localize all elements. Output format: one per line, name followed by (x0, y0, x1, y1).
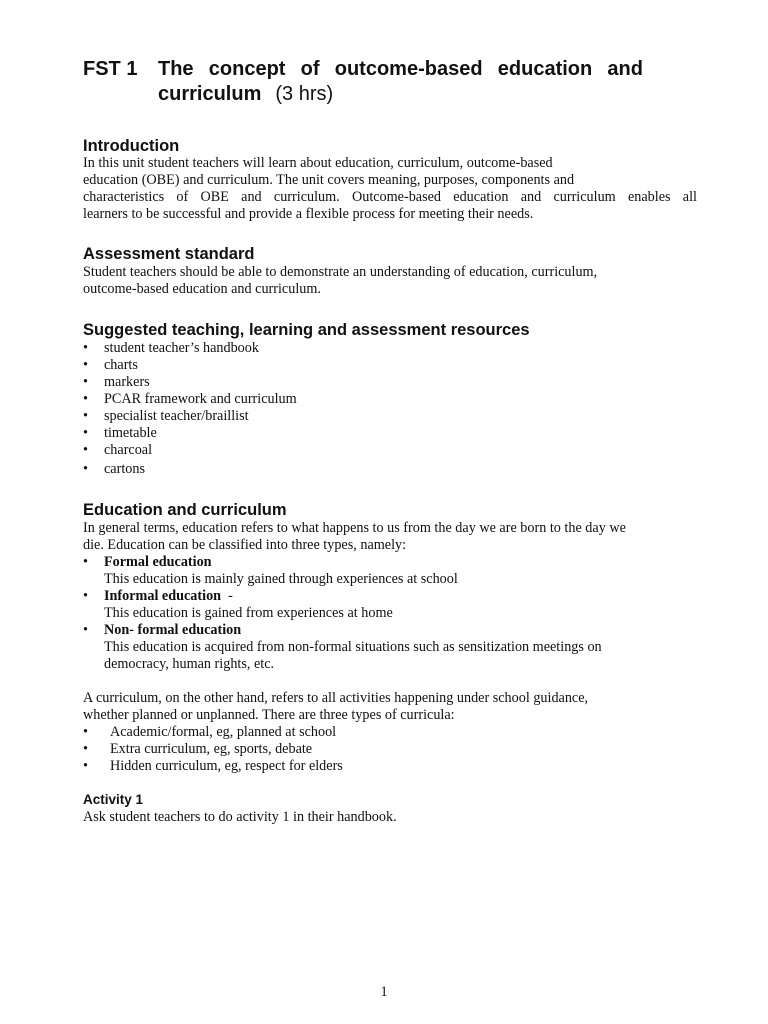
resources-list (83, 340, 297, 478)
bullet-icon: • (83, 391, 88, 407)
list-item-text: Academic/formal, eg, planned at school (110, 724, 337, 740)
resources-heading: Suggested teaching, learning and assessment resources (83, 321, 530, 339)
list-item-text: cartons (104, 461, 145, 477)
list-item (83, 758, 343, 775)
introduction-heading: Introduction (83, 137, 180, 155)
title-line-1: The concept of outcome-based education and (158, 58, 643, 80)
list-item-text: PCAR framework and curriculum (104, 391, 297, 407)
bullet-icon: • (83, 408, 88, 424)
curricula-list (83, 724, 343, 775)
list-item (83, 408, 297, 425)
activity-paragraph (83, 809, 697, 826)
unit-code: FST 1 (83, 58, 138, 80)
paragraph-line: In general terms, education refers to what happens to us from the day we are born to the day we (83, 520, 626, 536)
list-item-text: Hidden curriculum, eg, respect for elders (110, 758, 343, 774)
list-item (83, 340, 297, 357)
list-item (83, 374, 297, 391)
list-item (83, 461, 297, 478)
paragraph-line: whether planned or unplanned. There are three types of curricula: (83, 707, 455, 723)
list-item (83, 622, 602, 673)
education-types-list (83, 554, 602, 673)
bullet-icon: • (83, 724, 88, 740)
education-type-description: This education is acquired from non-formal situations such as sensitization meetings on (104, 639, 602, 655)
education-type-label: Formal education (104, 554, 212, 570)
list-item-text: timetable (104, 425, 157, 441)
list-item (83, 588, 602, 622)
list-item (83, 554, 602, 588)
paragraph-line: die. Education can be classified into three types, namely: (83, 537, 407, 553)
bullet-icon: • (83, 357, 88, 373)
paragraph-line: outcome-based education and curriculum. (83, 281, 321, 297)
list-item-text: charcoal (104, 442, 153, 458)
list-item-text: student teacher’s handbook (104, 340, 259, 356)
list-item (83, 724, 343, 741)
education-type-description: This education is mainly gained through experiences at school (104, 571, 458, 587)
paragraph-line: In this unit student teachers will learn about education, curriculum, outcome-based (83, 155, 553, 171)
title-duration: (3 hrs) (275, 83, 334, 105)
bullet-icon: • (83, 374, 88, 390)
title-line-2-text: curriculum (158, 83, 262, 105)
curriculum-paragraph (83, 690, 697, 724)
education-heading: Education and curriculum (83, 501, 287, 519)
education-type-label: Non- formal education (104, 622, 242, 638)
education-type-description: democracy, human rights, etc. (104, 656, 275, 672)
paragraph-line: Student teachers should be able to demonstrate an understanding of education, curriculum, (83, 264, 598, 280)
bullet-icon: • (83, 554, 88, 570)
paragraph-line: characteristics of OBE and curriculum. Outcome-based education and curriculum enables all (83, 189, 697, 205)
list-item (83, 357, 297, 374)
list-item (83, 391, 297, 408)
assessment-heading: Assessment standard (83, 245, 255, 263)
list-item-text: markers (104, 374, 150, 390)
paragraph-line: learners to be successful and provide a flexible process for meeting their needs. (83, 206, 534, 222)
bullet-icon: • (83, 442, 88, 458)
list-item (83, 741, 343, 758)
education-type-label: Informal education (104, 588, 222, 604)
page-number: 1 (380, 984, 388, 1000)
bullet-icon: • (83, 461, 88, 477)
assessment-paragraph (83, 264, 697, 298)
list-item-text: specialist teacher/braillist (104, 408, 249, 424)
activity-heading: Activity 1 (83, 792, 144, 807)
bullet-icon: • (83, 758, 88, 774)
education-intro (83, 520, 697, 554)
bullet-icon: • (83, 340, 88, 356)
bullet-icon: • (83, 425, 88, 441)
bullet-icon: • (83, 588, 88, 604)
bullet-icon: • (83, 741, 88, 757)
paragraph-line: Ask student teachers to do activity 1 in their handbook. (83, 809, 397, 825)
paragraph-line: A curriculum, on the other hand, refers to all activities happening under school guidance, (83, 690, 589, 706)
title-line-2 (158, 82, 333, 107)
list-item-text: charts (104, 357, 138, 373)
paragraph-line: education (OBE) and curriculum. The unit covers meaning, purposes, components and (83, 172, 575, 188)
education-type-suffix: - (221, 588, 233, 604)
education-type-description: This education is gained from experiences at home (104, 605, 393, 621)
list-item-text: Extra curriculum, eg, sports, debate (110, 741, 313, 757)
list-item (83, 425, 297, 442)
list-item (83, 442, 297, 459)
introduction-paragraph (83, 155, 697, 223)
bullet-icon: • (83, 622, 88, 638)
